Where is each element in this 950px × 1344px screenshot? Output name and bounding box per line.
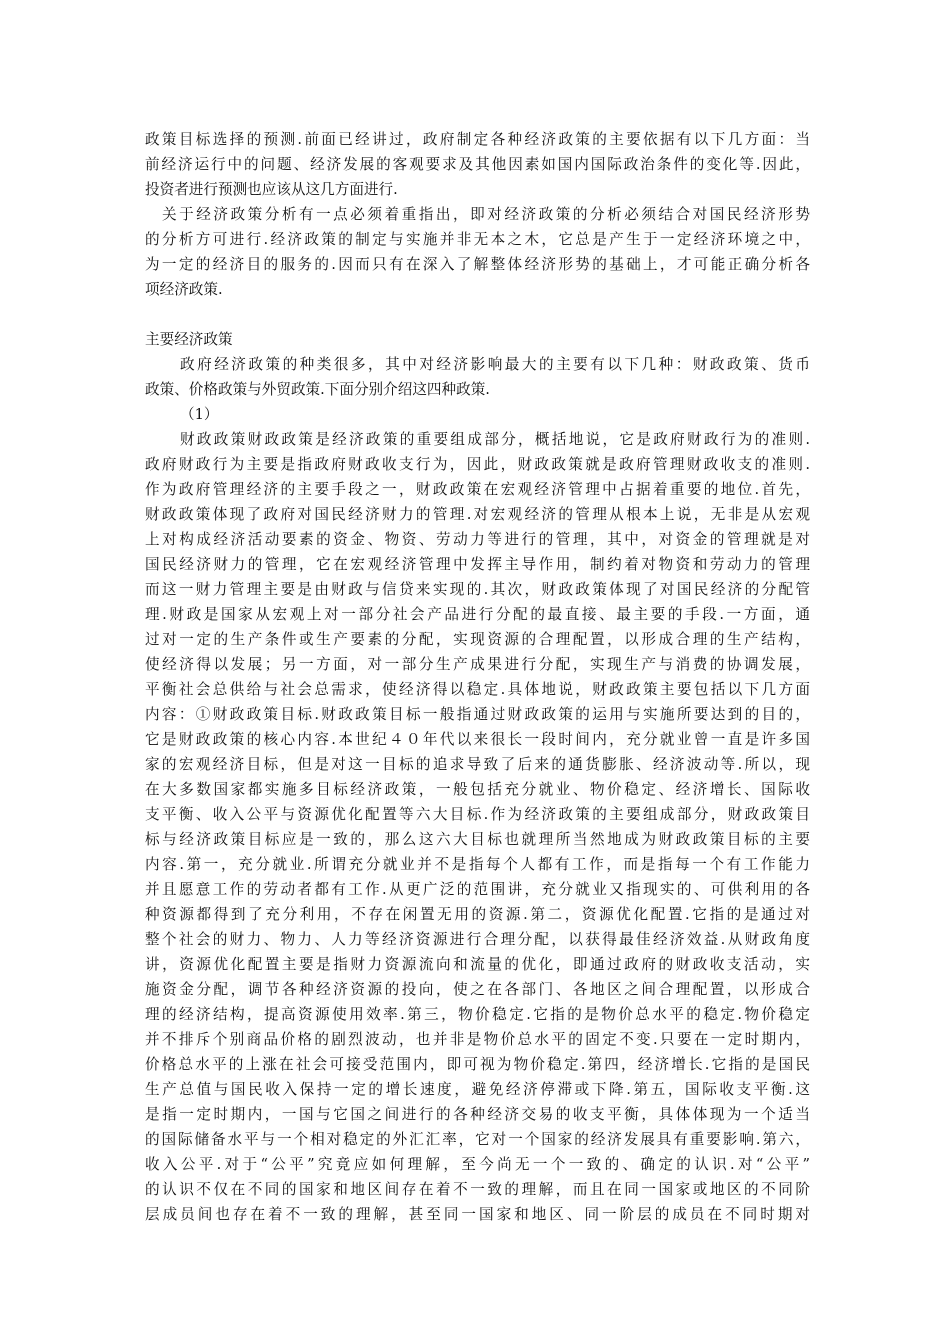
text-line: 的分析方可进行.经济政策的制定与实施并非无本之木，它总是产生于一定经济环境之中，	[145, 231, 810, 248]
text-line: 国民经济财力的管理，它在宏观经济管理中发挥主导作用，制约着对物资和劳动力的管理	[145, 556, 810, 573]
paragraph-first-line: 政府经济政策的种类很多，其中对经济影响最大的主要有以下几种：财政政策、货币	[180, 356, 810, 373]
text-line: 种资源都得到了充分利用，不存在闲置无用的资源.第二，资源优化配置.它指的是通过对	[145, 906, 810, 923]
text-line: 投资者进行预测也应该从这几方面进行.	[145, 181, 398, 198]
text-line: 为一定的经济目的服务的.因而只有在深入了解整体经济形势的基础上，才可能正确分析各	[145, 256, 810, 273]
text-line: 的国际储备水平与一个相对稳定的外汇汇率，它对一个国家的经济发展具有重要影响.第六，	[145, 1131, 810, 1148]
text-line: 内容.第一，充分就业.所谓充分就业并不是指每个人都有工作，而是指每一个有工作能力	[145, 856, 810, 873]
text-line: 政府财政行为主要是指政府财政收支行为，因此，财政政策就是政府管理财政收支的准则.	[145, 456, 810, 473]
text-line: 作为政府管理经济的主要手段之一，财政政策在宏观经济管理中占据着重要的地位.首先，	[145, 481, 810, 498]
text-line: 政策、价格政策与外贸政策.下面分别介绍这四种政策.	[145, 381, 490, 398]
text-line: 内容：①财政政策目标.财政政策目标一般指通过财政政策的运用与实施所要达到的目的，	[145, 706, 810, 723]
text-line: 并且愿意工作的劳动者都有工作.从更广泛的范围讲，充分就业又指现实的、可供利用的各	[145, 881, 810, 898]
text-line: 生产总值与国民收入保持一定的增长速度，避免经济停滞或下降.第五，国际收支平衡.这	[145, 1081, 810, 1098]
text-line: 层成员间也存在着不一致的理解，甚至同一国家和地区、同一阶层的成员在不同时期对	[145, 1206, 810, 1223]
list-number: （1）	[180, 406, 219, 423]
section-heading: 主要经济政策	[145, 331, 233, 348]
text-line: 而这一财力管理主要是由财政与信贷来实现的.其次，财政政策体现了对国民经济的分配管	[145, 581, 810, 598]
text-line: 收入公平.对于“公平”究竟应如何理解，至今尚无一个一致的、确定的认识.对“公平”	[145, 1156, 810, 1173]
text-line: 整个社会的财力、物力、人力等经济资源进行合理分配，以获得最佳经济效益.从财政角度	[145, 931, 810, 948]
text-line: 标与经济政策目标应是一致的，那么这六大目标也就理所当然地成为财政政策目标的主要	[145, 831, 810, 848]
text-line: 前经济运行中的问题、经济发展的客观要求及其他因素如国内国际政治条件的变化等.因此，	[145, 156, 810, 173]
text-line: 使经济得以发展；另一方面，对一部分生产成果进行分配，实现生产与消费的协调发展，	[145, 656, 810, 673]
text-line: 政策目标选择的预测.前面已经讲过，政府制定各种经济政策的主要依据有以下几方面：当	[145, 131, 810, 148]
text-line: 在大多数国家都实施多目标经济政策，一般包括充分就业、物价稳定、经济增长、国际收	[145, 781, 810, 798]
text-line: 理的经济结构，提高资源使用效率.第三，物价稳定.它指的是物价总水平的稳定.物价稳定	[145, 1006, 810, 1023]
paragraph-first-line: 财政政策财政政策是经济政策的重要组成部分，概括地说，它是政府财政行为的准则.	[180, 431, 810, 448]
text-line: 价格总水平的上涨在社会可接受范围内，即可视为物价稳定.第四，经济增长.它指的是国民	[145, 1056, 810, 1073]
text-line: 支平衡、收入公平与资源优化配置等六大目标.作为经济政策的主要组成部分，财政政策目	[145, 806, 810, 823]
text-line: 家的宏观经济目标，但是对这一目标的追求导致了后来的通货膨胀、经济波动等.所以，现	[145, 756, 810, 773]
text-line: 财政政策体现了政府对国民经济财力的管理.对宏观经济的管理从根本上说，无非是从宏观	[145, 506, 810, 523]
text-line: 讲，资源优化配置主要是指财力资源流向和流量的优化，即通过政府的财政收支活动，实	[145, 956, 810, 973]
text-line: 是指一定时期内，一国与它国之间进行的各种经济交易的收支平衡，具体体现为一个适当	[145, 1106, 810, 1123]
text-line: 过对一定的生产条件或生产要素的分配，实现资源的合理配置，以形成合理的生产结构，	[145, 631, 810, 648]
text-line: 平衡社会总供给与社会总需求，使经济得以稳定.具体地说，财政政策主要包括以下几方面	[145, 681, 810, 698]
text-line: 的认识不仅在不同的国家和地区间存在着不一致的理解，而且在同一国家或地区的不同阶	[145, 1181, 810, 1198]
text-line: 上对构成经济活动要素的资金、物资、劳动力等进行的管理，其中，对资金的管理就是对	[145, 531, 810, 548]
text-line: 并不排斥个别商品价格的剧烈波动，也并非是物价总水平的固定不变.只要在一定时期内，	[145, 1031, 810, 1048]
paragraph-first-line: 关于经济政策分析有一点必须着重指出，即对经济政策的分析必须结合对国民经济形势	[162, 206, 810, 223]
text-line: 它是财政政策的核心内容.本世纪４０年代以来很长一段时间内，充分就业曾一直是许多国	[145, 731, 810, 748]
text-line: 理.财政是国家从宏观上对一部分社会产品进行分配的最直接、最主要的手段.一方面，通	[145, 606, 810, 623]
text-line: 项经济政策.	[145, 281, 223, 298]
text-line: 施资金分配，调节各种经济资源的投向，使之在各部门、各地区之间合理配置，以形成合	[145, 981, 810, 998]
